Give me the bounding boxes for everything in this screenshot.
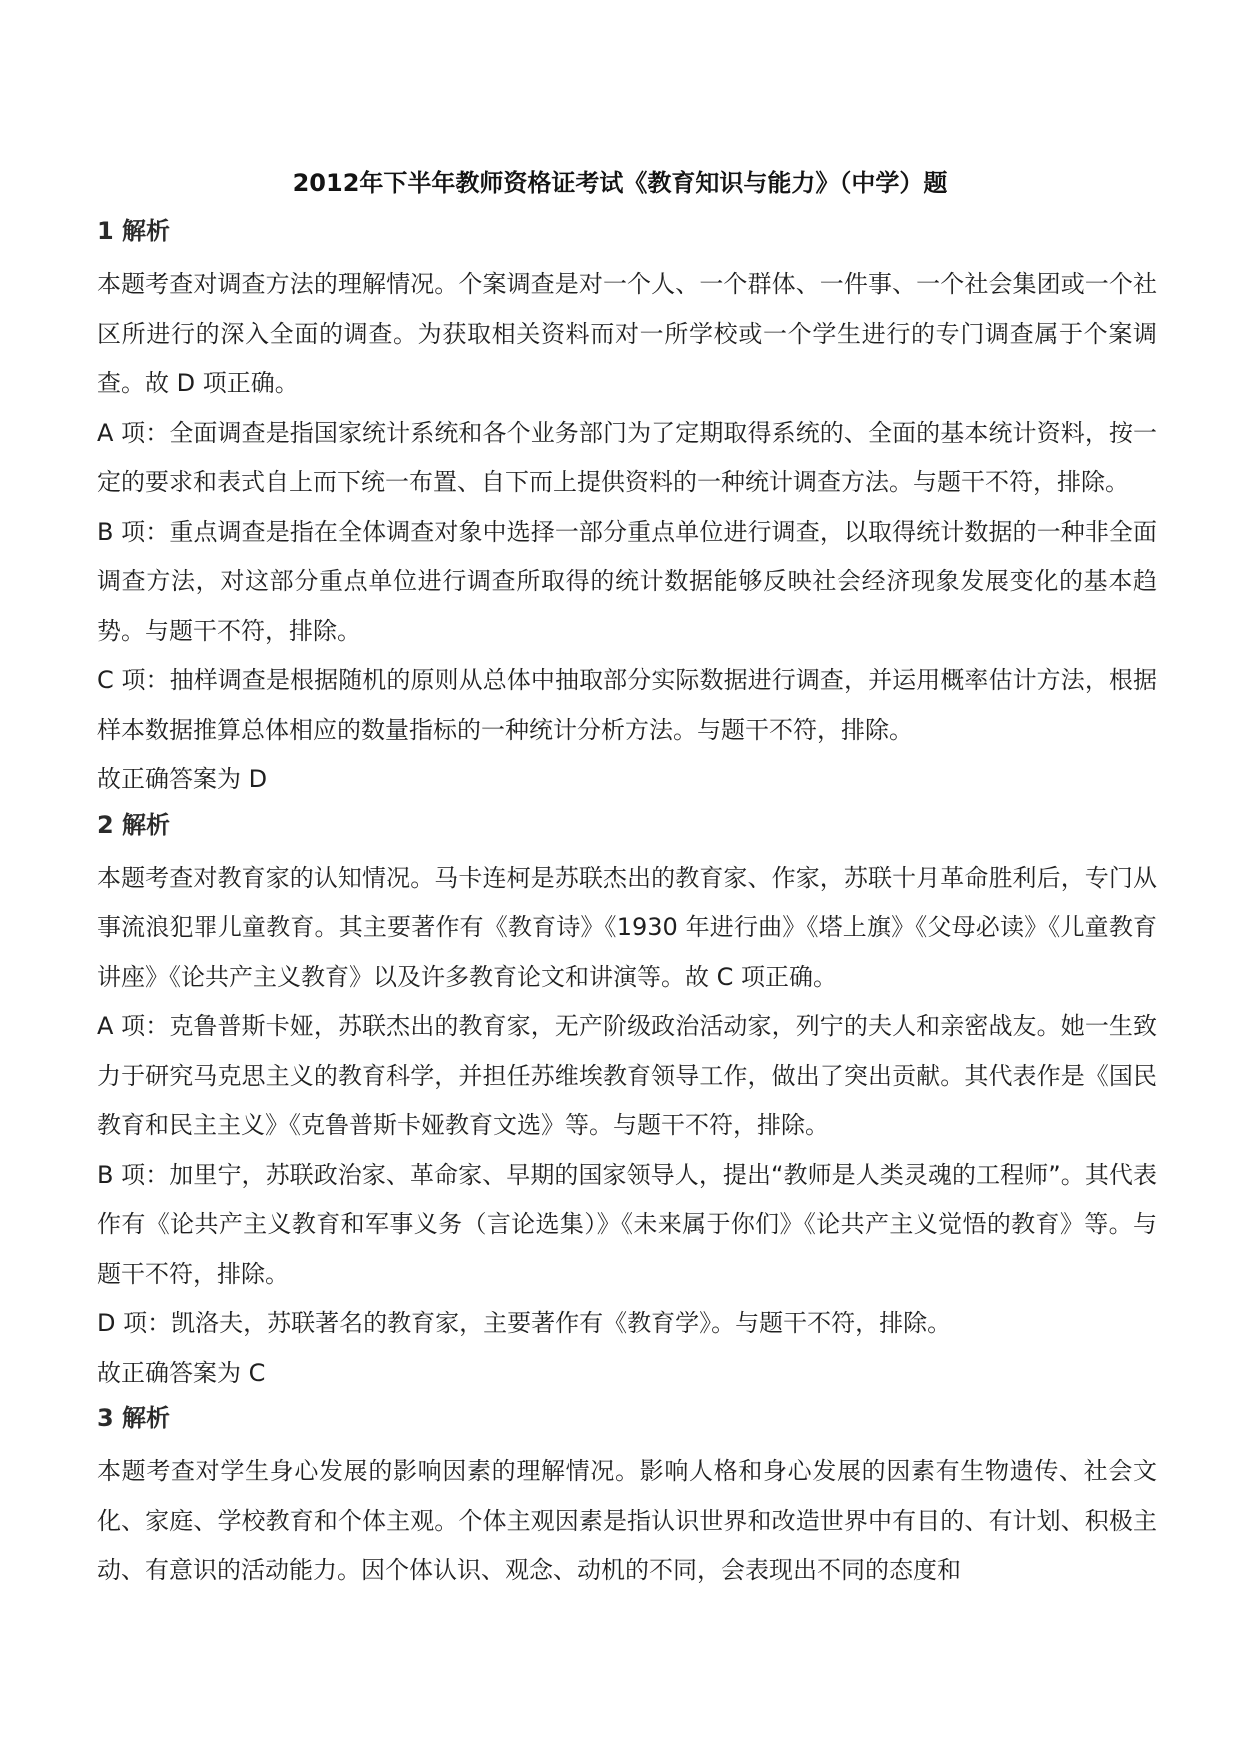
- section-heading: 1 解析: [97, 217, 171, 245]
- paragraph: 本题考查对教育家的认知情况。马卡连柯是苏联杰出的教育家、作家，苏联十月革命胜利后，专门从事流浪犯罪儿童教育。其主要著作有《教育诗》《1930 年进行曲》《塔上旗》《父母必读》《儿童教育讲座》《论共产主义教育》以及许多教育论文和讲演等。故 C 项正确。: [97, 863, 1157, 991]
- paragraph: 本题考查对调查方法的理解情况。个案调查是对一个人、一个群体、一件事、一个社会集团或一个社区所进行的深入全面的调查。为获取相关资料而对一所学校或一个学生进行的专门调查属于个案调查。故 D 项正确。: [97, 270, 1157, 397]
- paragraph: 本题考查对学生身心发展的影响因素的理解情况。影响人格和身心发展的因素有生物遗传、社会文化、家庭、学校教育和个体主观。个体主观因素是指认识世界和改造世界中有目的、有计划、积极主动、有意识的活动能力。因个体认识、观念、动机的不同，会表现出不同的态度和: [97, 1457, 1157, 1584]
- paragraph: D 项：凯洛夫，苏联著名的教育家，主要著作有《教育学》。与题干不符，排除。: [97, 1309, 952, 1337]
- answer-line: 故正确答案为 D: [97, 765, 268, 793]
- paragraph: A 项：全面调查是指国家统计系统和各个业务部门为了定期取得系统的、全面的基本统计资料，按一定的要求和表式自上而下统一布置、自下而上提供资料的一种统计调查方法。与题干不符，排除。: [97, 418, 1157, 496]
- document-title: 2012年下半年教师资格证考试《教育知识与能力》（中学）题: [292, 169, 948, 197]
- explanation-section-3: [97, 1400, 1157, 1596]
- paragraph: C 项：抽样调查是根据随机的原则从总体中抽取部分实际数据进行调查，并运用概率估计方法，根据样本数据推算总体相应的数量指标的一种统计分析方法。与题干不符，排除。: [97, 666, 1157, 744]
- section-heading: 3 解析: [97, 1404, 171, 1432]
- section-heading: 2 解析: [97, 810, 171, 839]
- explanation-section-2: [97, 807, 1157, 1399]
- document-body: [97, 213, 1157, 1596]
- paragraph: A 项：克鲁普斯卡娅，苏联杰出的教育家，无产阶级政治活动家，列宁的夫人和亲密战友。她一生致力于研究马克思主义的教育科学，并担任苏维埃教育领导工作，做出了突出贡献。其代表作是《国民教育和民主主义》《克鲁普斯卡娅教育文选》等。与题干不符，排除。: [97, 1012, 1157, 1139]
- explanation-section-1: [97, 213, 1157, 805]
- paragraph: B 项：加里宁，苏联政治家、革命家、早期的国家领导人，提出“教师是人类灵魂的工程师”。其代表作有《论共产主义教育和军事义务（言论选集）》《未来属于你们》《论共产主义觉悟的教育》等。与题干不符，排除。: [97, 1160, 1157, 1288]
- answer-line: 故正确答案为 C: [97, 1358, 266, 1387]
- paragraph: B 项：重点调查是指在全体调查对象中选择一部分重点单位进行调查，以取得统计数据的一种非全面调查方法，对这部分重点单位进行调查所取得的统计数据能够反映社会经济现象发展变化的基本趋势。与题干不符，排除。: [97, 517, 1157, 645]
